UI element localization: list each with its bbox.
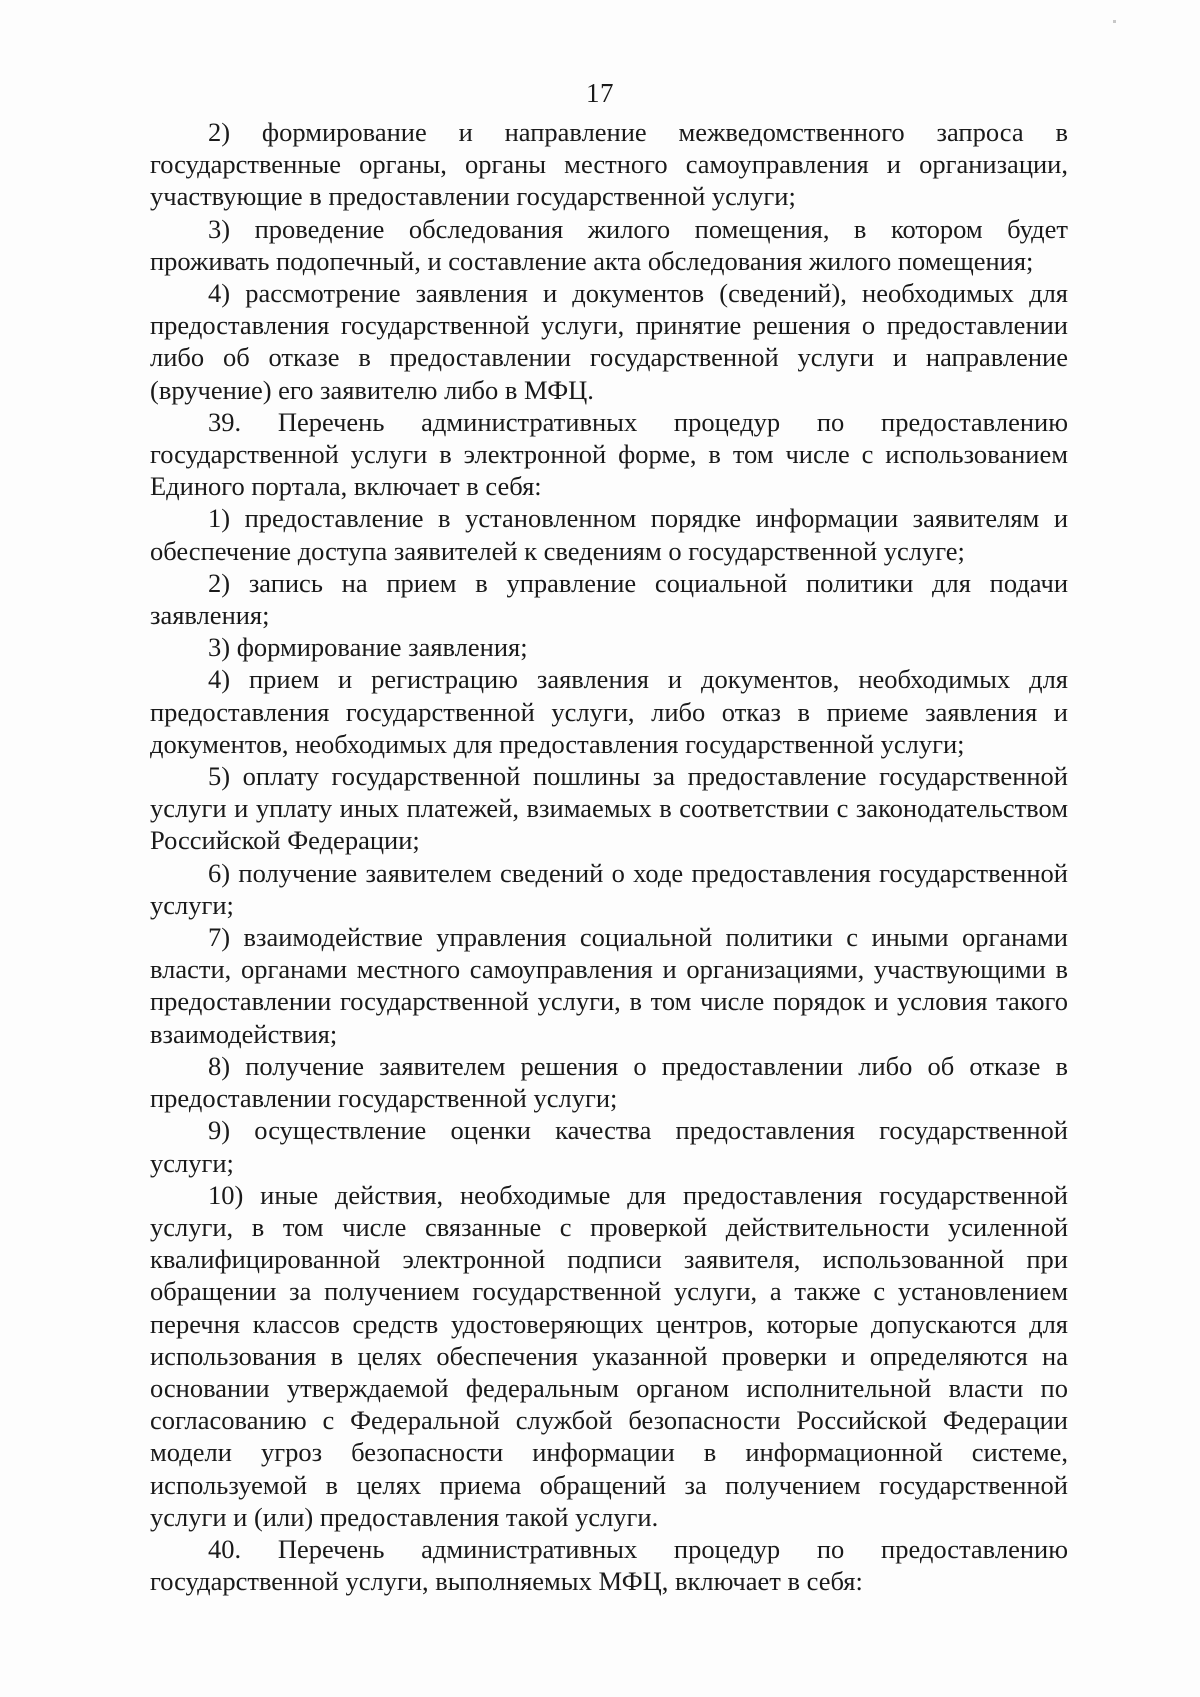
list-item-39-3: 3) формирование заявления; — [208, 632, 528, 663]
list-item-39-7: 7) взаимодействие управления социальной политики с иными органами власти, органами местного самоуправления и организациями, участвующими в предоставлении государственной услуги, в том числе порядок и условия такого взаимодействия; — [150, 922, 1068, 1049]
paragraph-item-4-decision: 4) рассмотрение заявления и документов (сведений), необходимых для предоставления государственной услуги, принятие решения о предоставлении либо об отказе в предоставлении государственной услуги и направление (вручение) его заявителю либо в МФЦ. — [150, 278, 1068, 405]
list-item-39-8: 8) получение заявителем решения о предоставлении либо об отказе в предоставлении государственной услуги; — [150, 1050, 1068, 1114]
paragraph-section-39: 39. Перечень административных процедур по предоставлению государственной услуги в электронной форме, в том числе с использованием Единого портала, включает в себя: — [150, 406, 1068, 502]
document-body — [150, 116, 1068, 1597]
list-item-39-2: 2) запись на прием в управление социальной политики для подачи заявления; — [150, 567, 1068, 631]
list-item-39-5: 5) оплату государственной пошлины за предоставление государственной услуги и уплату иных платежей, взимаемых в соответствии с законодательством Российской Федерации; — [150, 761, 1068, 856]
paragraph-item-2-interagency-request: 2) формирование и направление межведомственного запроса в государственные органы, органы местного самоуправления и организации, участвующие в предоставлении государственной услуги; — [150, 117, 1068, 212]
scan-mark — [1113, 20, 1116, 23]
list-item-39-9: 9) осуществление оценки качества предоставления государственной услуги; — [150, 1115, 1068, 1178]
page-number: 17 — [586, 78, 614, 108]
paragraph-item-3-housing-inspection: 3) проведение обследования жилого помещения, в котором будет проживать подопечный, и составление акта обследования жилого помещения; — [150, 213, 1068, 276]
list-item-39-6: 6) получение заявителем сведений о ходе предоставления государственной услуги; — [150, 857, 1068, 920]
list-item-39-10: 10) иные действия, необходимые для предоставления государственной услуги, в том числе связанные с проверкой действительности усиленной квалифицированной электронной подписи заявителя, использованной при обращении за получением государственной услуги, а также с установлением перечня классов средств удостоверяющих центров, которые допускаются для использования в целях обеспечения указанной проверки и определяются на основании утверждаемой федеральным органом исполнительной власти по согласованию с Федеральной службой безопасности Российской Федерации модели угроз безопасности информации в информационной системе, используемой в целях приема обращений за получением государственной услуги и (или) предоставления такой услуги. — [150, 1179, 1068, 1532]
list-item-39-1: 1) предоставление в установленном порядке информации заявителям и обеспечение доступа заявителей к сведениям о государственной услуге; — [150, 503, 1068, 566]
list-item-39-4: 4) прием и регистрацию заявления и документов, необходимых для предоставления государственной услуги, либо отказ в приеме заявления и документов, необходимых для предоставления государственной услуги; — [150, 664, 1068, 759]
paragraph-section-40: 40. Перечень административных процедур по предоставлению государственной услуги, выполняемых МФЦ, включает в себя: — [150, 1533, 1068, 1597]
